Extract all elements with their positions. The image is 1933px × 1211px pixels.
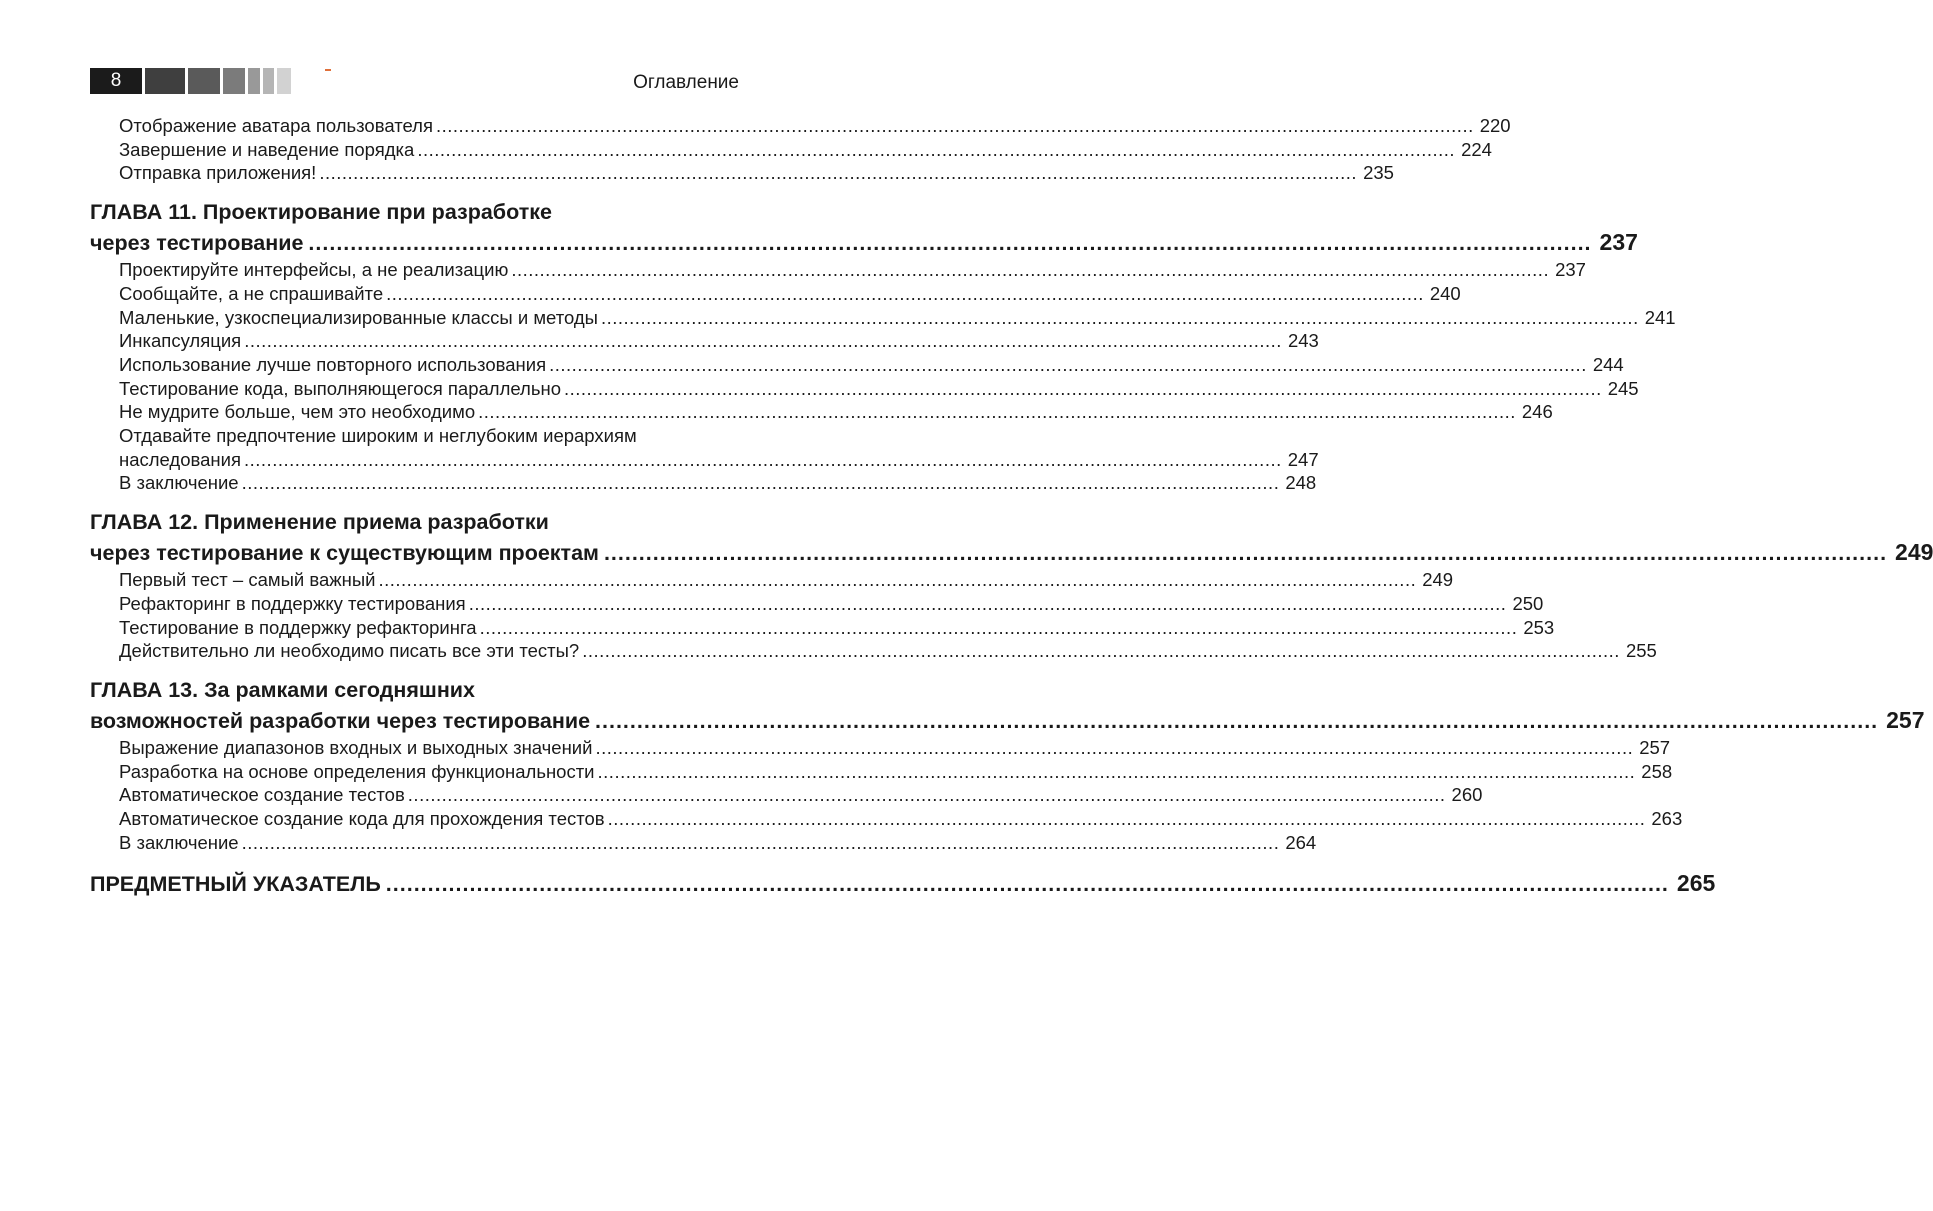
toc-entry: Первый тест – самый важный ........................................................................................................................................................................................ 249 [119, 569, 1454, 591]
chapter-title: ГЛАВА 11. Проектирование при разработке [90, 200, 552, 225]
toc-entry: Маленькие, узкоспециализированные классы и методы ........................................................................................................................................................................................ 241 [119, 306, 1676, 328]
toc-entry: Тестирование в поддержку рефакторинга ........................................................................................................................................................................................ 253 [119, 616, 1555, 638]
toc-entry: наследования ........................................................................................................................................................................................ 247 [119, 448, 1319, 470]
page-number: 8 [90, 68, 142, 94]
chapter-title: ГЛАВА 13. За рамками сегодняшних [90, 677, 475, 702]
chapter-11 [90, 197, 1676, 495]
chapter-title-line: через тестирование ........................................................................................................................................................................................ 237 [90, 229, 1638, 256]
toc-entry: ПРЕДМЕТНЫЙ УКАЗАТЕЛЬ ........................................................................................................................................................................................ 265 [90, 870, 1716, 897]
chapter-title-line: возможностей разработки через тестирование ........................................................................................................................................................................................ 257 [90, 706, 1925, 733]
header-block [223, 68, 245, 94]
running-title: Оглавление [633, 72, 739, 93]
page-header [90, 68, 739, 94]
toc-entry: В заключение ........................................................................................................................................................................................ 248 [119, 472, 1317, 494]
toc-entry: Тестирование кода, выполняющегося параллельно ........................................................................................................................................................................................ 245 [119, 377, 1639, 399]
toc-entry: Проектируйте интерфейсы, а не реализацию ........................................................................................................................................................................................ 237 [119, 259, 1586, 281]
header-block [248, 68, 260, 94]
toc-entry: Действительно ли необходимо писать все эти тесты? ........................................................................................................................................................................................ 255 [119, 640, 1657, 662]
header-block [188, 68, 220, 94]
header-block [263, 68, 274, 94]
table-of-contents [90, 114, 1933, 901]
toc-entry: Разработка на основе определения функциональности ........................................................................................................................................................................................ 258 [119, 760, 1673, 782]
chapter-12 [90, 507, 1933, 663]
header-block [145, 68, 185, 94]
header-block [277, 68, 291, 94]
toc-entry-wrapped: Отдавайте предпочтение широким и неглубоким иерархиям [119, 425, 637, 447]
toc-entry: Автоматическое создание кода для прохождения тестов ........................................................................................................................................................................................ 263 [119, 808, 1683, 830]
toc-entry: Отправка приложения! ........................................................................................................................................................................................ 235 [119, 162, 1394, 184]
toc-entry: Использование лучше повторного использования ........................................................................................................................................................................................ 244 [119, 353, 1624, 375]
toc-entry: Автоматическое создание тестов ........................................................................................................................................................................................ 260 [119, 784, 1483, 806]
toc-entry: Инкапсуляция ........................................................................................................................................................................................ 243 [119, 330, 1319, 352]
chapter-title: ГЛАВА 12. Применение приема разработки [90, 510, 549, 535]
chapter-13 [90, 675, 1925, 855]
toc-entry: Не мудрите больше, чем это необходимо ........................................................................................................................................................................................ 246 [119, 401, 1553, 423]
toc-entry: Отображение аватара пользователя ........................................................................................................................................................................................ 220 [119, 115, 1511, 136]
toc-entry: Выражение диапазонов входных и выходных значений ........................................................................................................................................................................................ 257 [119, 736, 1671, 758]
header-tick-mark [325, 69, 331, 71]
toc-entry: Сообщайте, а не спрашивайте ........................................................................................................................................................................................ 240 [119, 282, 1461, 304]
toc-entry: Завершение и наведение порядка ........................................................................................................................................................................................ 224 [119, 138, 1492, 160]
toc-entry: В заключение ........................................................................................................................................................................................ 264 [119, 831, 1317, 853]
subject-index-entry [90, 866, 1716, 901]
chapter-title-line: через тестирование к существующим проектам ........................................................................................................................................................................................ 249 [90, 539, 1933, 566]
toc-entry: Рефакторинг в поддержку тестирования ........................................................................................................................................................................................ 250 [119, 592, 1544, 614]
